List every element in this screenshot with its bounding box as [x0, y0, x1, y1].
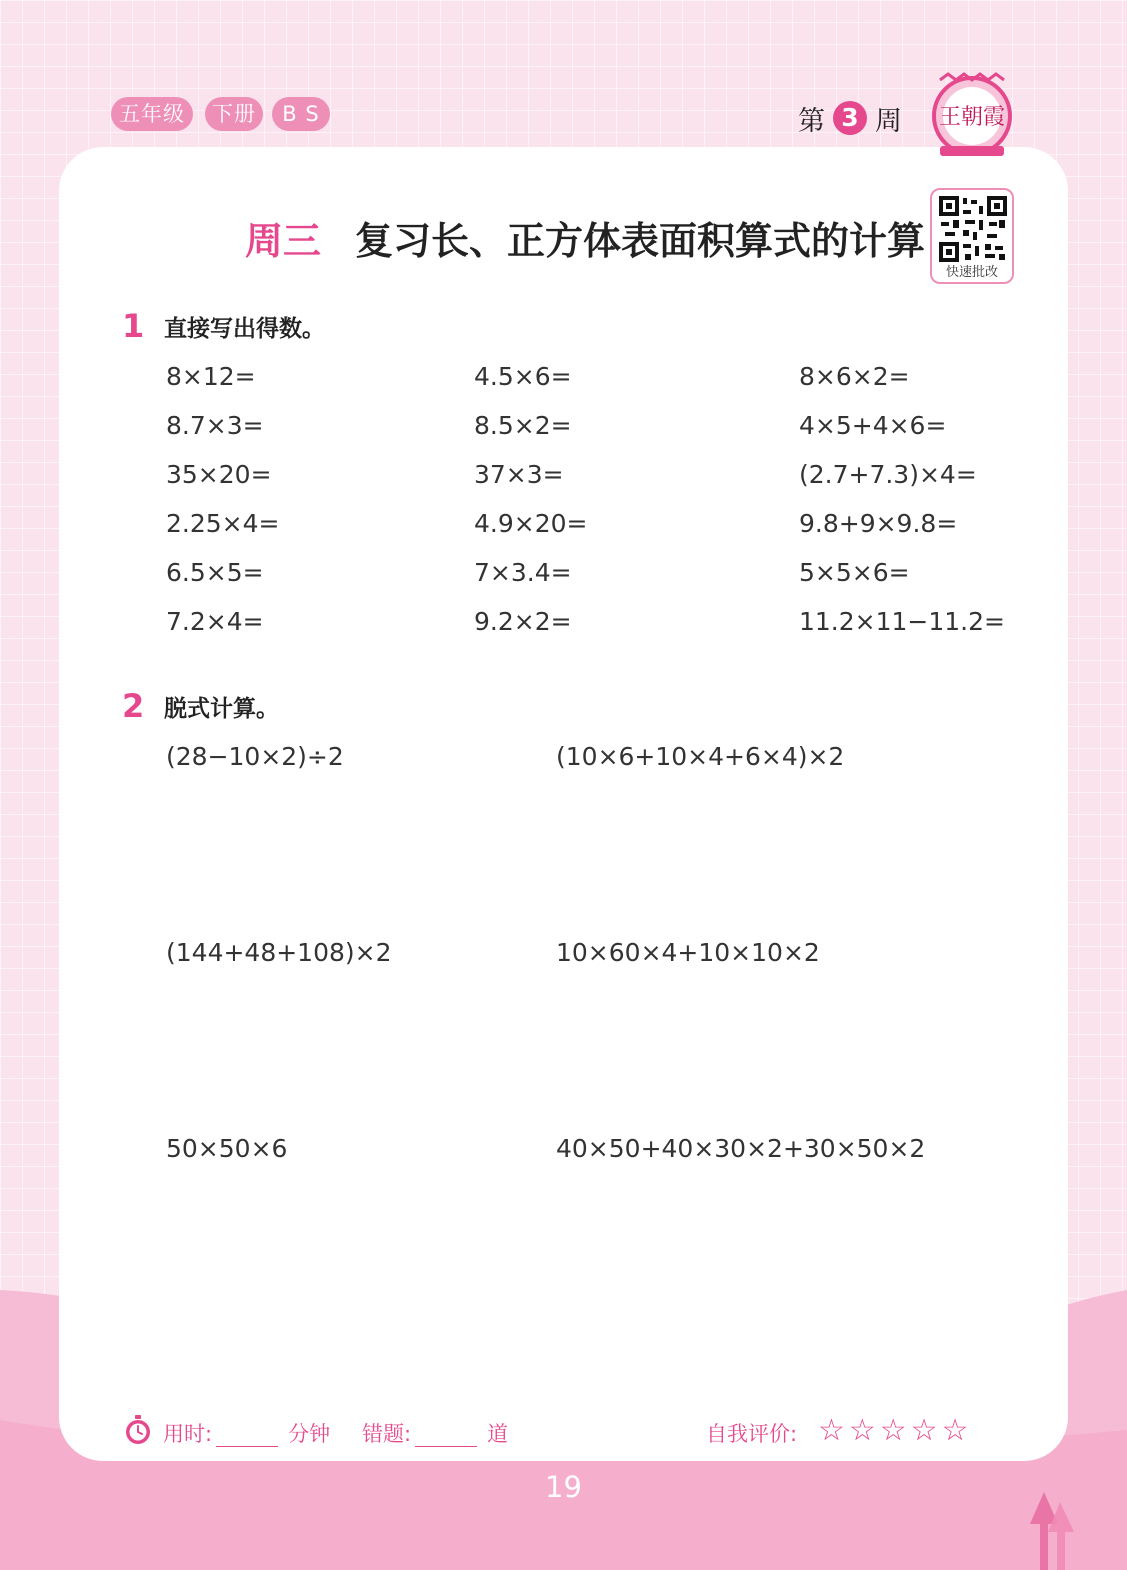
week-suffix: 周 — [875, 105, 902, 137]
rating-stars[interactable]: ☆☆☆☆☆ — [818, 1413, 973, 1448]
volume-badge: 下册 — [205, 97, 263, 131]
week-prefix: 第 — [798, 105, 825, 137]
stopwatch-icon — [124, 1415, 152, 1445]
quick-grade-qr[interactable] — [930, 188, 1014, 284]
time-label: 用时: — [163, 1422, 213, 1446]
oral-item: 7×3.4= — [474, 558, 572, 587]
time-unit: 分钟 — [288, 1422, 331, 1446]
oral-item: 9.2×2= — [474, 607, 572, 636]
stepwise-item: 10×60×4+10×10×2 — [556, 938, 820, 967]
rating-label: 自我评价: — [706, 1422, 798, 1446]
oral-item: 4.5×6= — [474, 362, 572, 391]
errors-unit: 道 — [487, 1422, 509, 1446]
grade-badge: 五年级 — [111, 97, 193, 131]
stepwise-item: 50×50×6 — [166, 1134, 288, 1163]
svg-text:王朝霞: 王朝霞 — [938, 105, 1006, 130]
errors-blank[interactable] — [415, 1446, 477, 1447]
title-text: 复习长、正方体表面积算式的计算 — [355, 219, 926, 263]
week-indicator — [798, 98, 902, 138]
page-number: 19 — [545, 1470, 582, 1504]
oral-item: 4.9×20= — [474, 509, 588, 538]
oral-item: 8.5×2= — [474, 411, 572, 440]
worksheet-card — [59, 147, 1068, 1461]
oral-item: (2.7+7.3)×4= — [799, 460, 977, 489]
oral-item: 8.7×3= — [166, 411, 264, 440]
time-blank[interactable] — [216, 1446, 278, 1447]
qr-label: 快速批改 — [945, 265, 998, 280]
oral-item: 4×5+4×6= — [799, 411, 947, 440]
oral-item: 37×3= — [474, 460, 564, 489]
section-2-title: 脱式计算。 — [164, 696, 279, 722]
errors-count — [362, 1418, 508, 1448]
stepwise-item: 40×50+40×30×2+30×50×2 — [556, 1134, 926, 1163]
oral-item: 35×20= — [166, 460, 272, 489]
oral-item: 7.2×4= — [166, 607, 264, 636]
section-2-number: 2 — [122, 687, 145, 725]
stepwise-item: (10×6+10×4+6×4)×2 — [556, 742, 845, 771]
edition-badge: B S — [272, 97, 330, 131]
section-1-title: 直接写出得数。 — [164, 316, 325, 342]
stepwise-item: (28−10×2)÷2 — [166, 742, 344, 771]
stepwise-item: (144+48+108)×2 — [166, 938, 392, 967]
time-used — [163, 1418, 330, 1448]
wangchaoxia-brand-logo-icon — [930, 70, 1014, 158]
section-1-number: 1 — [122, 307, 145, 345]
oral-item: 2.25×4= — [166, 509, 280, 538]
week-number-badge: 3 — [833, 101, 867, 135]
oral-item: 6.5×5= — [166, 558, 264, 587]
oral-item: 9.8+9×9.8= — [799, 509, 958, 538]
arrow-up-icon — [1028, 1492, 1076, 1570]
qr-code-icon — [939, 196, 1007, 262]
title-day: 周三 — [245, 219, 322, 263]
page-title — [245, 210, 925, 265]
oral-item: 8×6×2= — [799, 362, 910, 391]
errors-label: 错题: — [362, 1422, 412, 1446]
oral-item: 8×12= — [166, 362, 256, 391]
oral-item: 5×5×6= — [799, 558, 910, 587]
oral-item: 11.2×11−11.2= — [799, 607, 1005, 636]
